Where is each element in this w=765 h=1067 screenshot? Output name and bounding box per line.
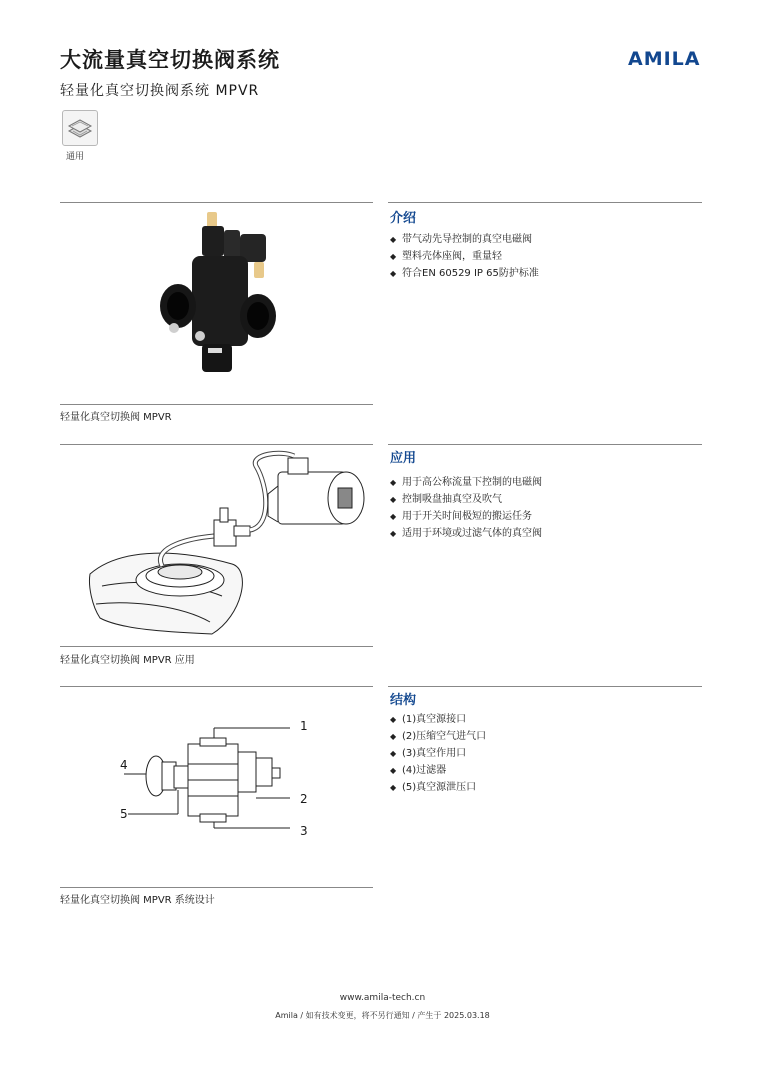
brand-logo: AMILA (628, 48, 701, 70)
diamond-bullet-icon: ◆ (390, 783, 397, 792)
diamond-bullet-icon: ◆ (390, 269, 397, 278)
category-label: 通用 (66, 152, 85, 162)
diamond-bullet-icon: ◆ (390, 252, 397, 261)
section-heading-structure: 结构 (390, 693, 417, 708)
diamond-bullet-icon: ◆ (390, 478, 397, 487)
figure-caption: 轻量化真空切换阀 MPVR 系统设计 (60, 895, 215, 906)
footer-note: Amila / 如有技术变更，将不另行通知 / 产生于 2025.03.18 (275, 1011, 490, 1020)
list-item: ◆ 符合EN 60529 IP 65防护标准 (390, 265, 539, 282)
page-subtitle: 轻量化真空切换阀系统 MPVR (60, 83, 260, 99)
callout-label: 4 (120, 758, 128, 772)
category-icon (62, 110, 98, 146)
diamond-bullet-icon: ◆ (390, 529, 397, 538)
section-heading-application: 应用 (390, 451, 417, 466)
application-line-drawing (82, 446, 372, 646)
figure-caption: 轻量化真空切换阀 MPVR (60, 412, 172, 423)
diamond-bullet-icon: ◆ (390, 732, 397, 741)
divider (60, 404, 373, 405)
list-item: ◆ 控制吸盘抽真空及吹气 (390, 491, 542, 508)
diamond-bullet-icon: ◆ (390, 495, 397, 504)
divider (388, 686, 702, 687)
callout-label: 3 (300, 824, 308, 838)
list-item: ◆ (3)真空作用口 (390, 745, 486, 762)
divider (60, 646, 373, 647)
divider (60, 887, 373, 888)
list-item: ◆ 用于开关时间极短的搬运任务 (390, 508, 542, 525)
list-item: ◆ (4)过滤器 (390, 762, 486, 779)
divider (388, 444, 702, 445)
list-item: ◆ 塑料壳体座阀，重量轻 (390, 248, 539, 265)
diamond-bullet-icon: ◆ (390, 512, 397, 521)
list-item: ◆ (1)真空源接口 (390, 711, 486, 728)
callout-label: 2 (300, 792, 308, 806)
diamond-bullet-icon: ◆ (390, 749, 397, 758)
page-title: 大流量真空切换阀系统 (60, 48, 280, 72)
figure-caption: 轻量化真空切换阀 MPVR 应用 (60, 655, 195, 666)
section-heading-intro: 介绍 (390, 211, 417, 226)
diamond-bullet-icon: ◆ (390, 766, 397, 775)
intro-bullet-list (390, 231, 539, 282)
divider (60, 202, 373, 203)
diamond-bullet-icon: ◆ (390, 235, 397, 244)
callout-label: 5 (120, 807, 128, 821)
divider (388, 202, 702, 203)
structure-bullet-list (390, 711, 486, 796)
diamond-bullet-icon: ◆ (390, 715, 397, 724)
divider (60, 686, 373, 687)
callout-label: 1 (300, 719, 308, 733)
structure-diagram (110, 716, 320, 850)
application-bullet-list (390, 474, 542, 542)
list-item: ◆ 适用于环境或过滤气体的真空阀 (390, 525, 542, 542)
footer-url-link[interactable]: www.amila-tech.cn (339, 993, 426, 1003)
valve-product-image (150, 212, 280, 386)
list-item: ◆ 带气动先导控制的真空电磁阀 (390, 231, 539, 248)
list-item: ◆ (5)真空源泄压口 (390, 779, 486, 796)
divider (60, 444, 373, 445)
list-item: ◆ 用于高公称流量下控制的电磁阀 (390, 474, 542, 491)
list-item: ◆ (2)压缩空气进气口 (390, 728, 486, 745)
